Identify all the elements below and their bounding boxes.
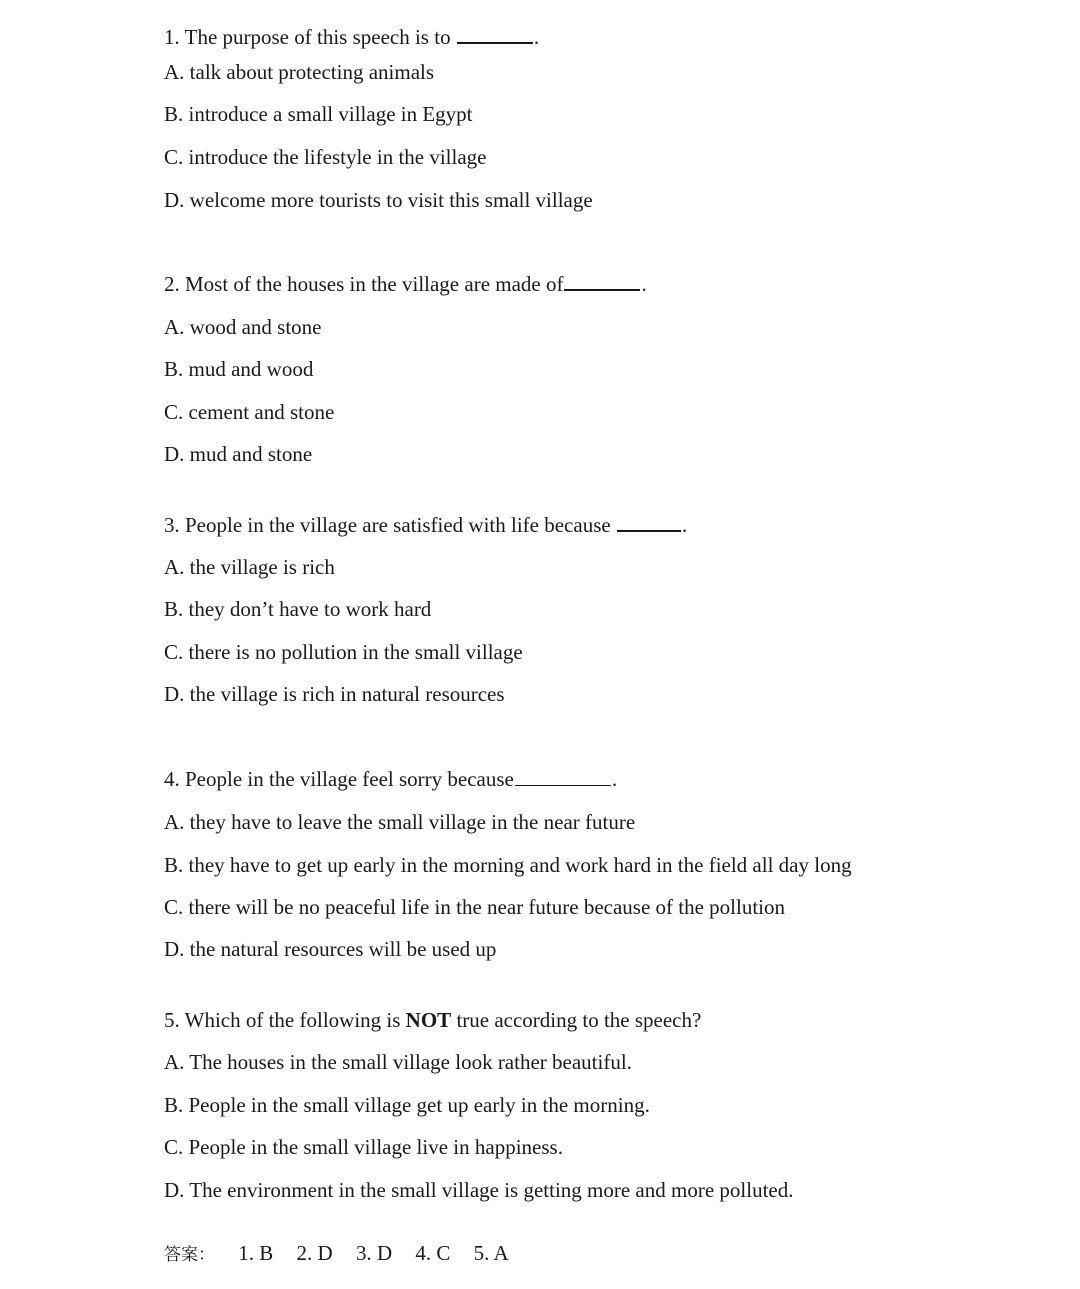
question-4-option-d: D. the natural resources will be used up <box>164 937 497 961</box>
answer-blank <box>564 271 640 291</box>
question-3-stem <box>164 512 687 538</box>
answer-blank <box>457 24 533 44</box>
question-2-stem <box>164 271 647 297</box>
answer-key <box>164 1240 527 1268</box>
question-2-option-b: B. mud and wood <box>164 357 314 381</box>
question-stem-end: . <box>611 767 618 791</box>
question-1-option-a: A. talk about protecting animals <box>164 60 435 84</box>
question-4-option-c: C. there will be no peaceful life in the near future because of the pollution <box>164 895 786 919</box>
answer-item: 5. A <box>473 1241 509 1265</box>
question-1-stem <box>164 24 539 50</box>
answer-item: 4. C <box>415 1241 451 1265</box>
question-3-option-b: B. they don’t have to work hard <box>164 597 432 621</box>
question-stem-end: . <box>641 272 647 296</box>
question-stem-end: true according to the speech? <box>451 1008 702 1032</box>
question-4-option-b: B. they have to get up early in the morning and work hard in the field all day long <box>164 853 852 877</box>
answer-key-label: 答案： <box>164 1245 215 1265</box>
question-stem-text: 2. Most of the houses in the village are made of <box>164 272 564 296</box>
question-stem-emphasis: NOT <box>405 1008 452 1032</box>
question-5-option-a: A. The houses in the small village look rather beautiful. <box>164 1050 632 1074</box>
question-stem-text: 1. The purpose of this speech is to <box>164 25 456 49</box>
question-stem-text: 4. People in the village feel sorry because <box>164 767 514 791</box>
question-4-option-a: A. they have to leave the small village in the near future <box>164 810 636 834</box>
question-stem-end: . <box>681 513 688 537</box>
question-1-option-c: C. introduce the lifestyle in the village <box>164 145 487 169</box>
question-2-option-a: A. wood and stone <box>164 315 322 339</box>
question-stem-end: . <box>533 25 540 49</box>
question-2-option-c: C. cement and stone <box>164 400 335 424</box>
question-5-option-b: B. People in the small village get up early in the morning. <box>164 1093 650 1117</box>
question-5-option-c: C. People in the small village live in happiness. <box>164 1135 563 1159</box>
answer-blank <box>515 767 611 786</box>
question-1-option-d: D. welcome more tourists to visit this small village <box>164 188 593 212</box>
question-5-option-d: D. The environment in the small village is getting more and more polluted. <box>164 1178 794 1202</box>
answer-item: 1. B <box>238 1241 274 1265</box>
question-5-stem <box>164 1007 701 1033</box>
answer-item: 3. D <box>355 1241 393 1265</box>
question-3-option-a: A. the village is rich <box>164 555 335 579</box>
question-2-option-d: D. mud and stone <box>164 442 313 466</box>
question-1-option-b: B. introduce a small village in Egypt <box>164 102 473 126</box>
question-stem-text: 3. People in the village are satisfied with life because <box>164 513 616 537</box>
question-4-stem <box>164 766 617 792</box>
question-3-option-d: D. the village is rich in natural resources <box>164 682 505 706</box>
answer-blank <box>617 512 681 532</box>
question-3-option-c: C. there is no pollution in the small village <box>164 640 523 664</box>
question-stem-text: 5. Which of the following is <box>164 1008 406 1032</box>
answer-item: 2. D <box>296 1241 333 1265</box>
